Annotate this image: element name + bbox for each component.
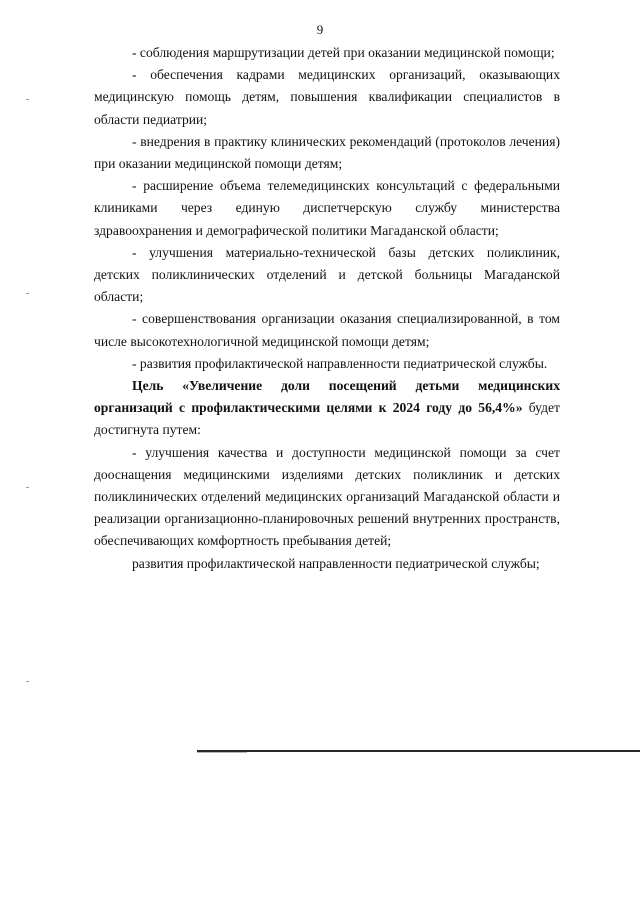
list-item: развития профилактической направленности педиатрической службы; (132, 555, 540, 571)
document-body (94, 42, 560, 575)
margin-mark (26, 99, 29, 100)
footer-rule (197, 750, 640, 752)
goal-paragraph (94, 375, 560, 442)
list-item: - улучшения материально-технической базы детских поликлиник, детских поликлинических отделений и детской больницы Магаданской области; (94, 244, 560, 305)
goal-statement: Цель «Увеличение доли посещений детьми медицинских организаций с профилактическими целями к 2024 году до 56,4%» (94, 378, 560, 416)
list-item: - совершенствования организации оказания специализированной, в том числе высокотехнологичной медицинской помощи детям; (94, 311, 560, 349)
list-item: - расширение объема телемедицинских консультаций с федеральными клиниками через единую диспетчерскую службу министерства здравоохранения и демографической политики Магаданской области; (94, 178, 560, 238)
list-item: - внедрения в практику клинических рекомендаций (протоколов лечения) при оказании медицинской помощи детям; (94, 133, 560, 172)
goal-tail: будет достигнута путем: (94, 400, 560, 438)
margin-mark (26, 293, 29, 294)
list-item: - обеспечения кадрами медицинских организаций, оказывающих медицинскую помощь детям, повышения квалификации специалистов в области педиатрии; (94, 67, 560, 127)
margin-mark (26, 681, 29, 682)
list-item: - соблюдения маршрутизации детей при оказании медицинской помощи; (132, 45, 555, 60)
margin-mark (26, 487, 29, 488)
footer-rule-faint (197, 752, 247, 753)
page-number: 9 (316, 22, 324, 37)
list-item: - развития профилактической направленности педиатрической службы. (132, 355, 548, 371)
list-item: - улучшения качества и доступности медицинской помощи за счет дооснащения медицинскими изделиями детских поликлиник и детских поликлинических отделений медицинских организаций Магаданской области и реализации организационно-планировочных решений внутренних пространств, обеспечивающих комфортность пребывания детей; (94, 444, 560, 549)
